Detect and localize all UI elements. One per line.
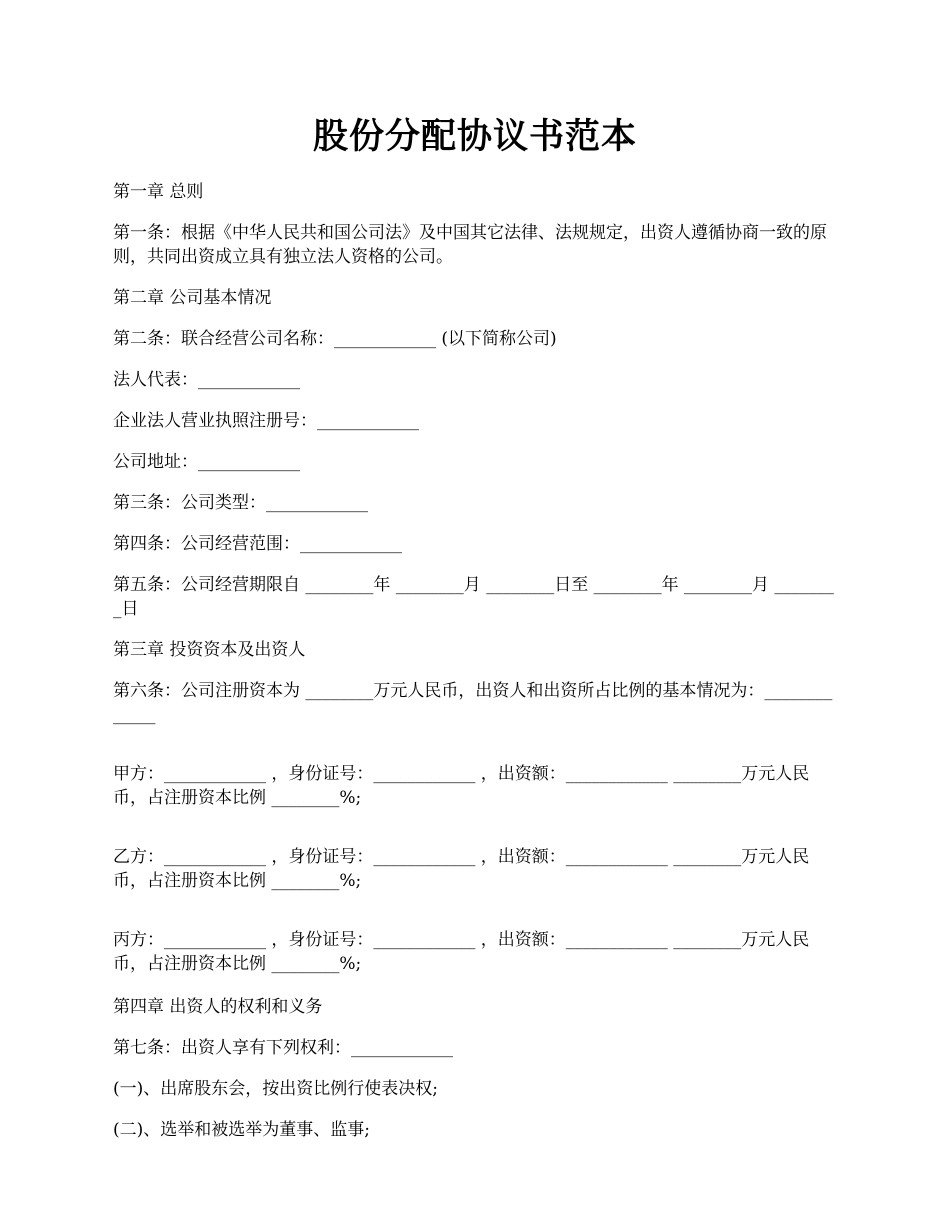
legal-representative: 法人代表：____________ (113, 370, 300, 390)
article-2-company-name: 第二条：联合经营公司名称：____________ (以下简称公司) (113, 329, 557, 349)
right-item-1: (一)、出席股东会，按出资比例行使表决权; (113, 1079, 438, 1099)
article-5-operating-period: 第五条：公司经营期限自 ________年 ________月 ________日至 ________年 ________月 ________日 (113, 575, 834, 619)
chapter-4-heading: 第四章 出资人的权利和义务 (113, 997, 323, 1017)
business-license-number: 企业法人营业执照注册号：____________ (113, 411, 419, 431)
document-title: 股份分配协议书范本 (312, 116, 637, 157)
company-address: 公司地址：____________ (113, 452, 300, 472)
chapter-1-heading: 第一章 总则 (113, 182, 204, 202)
party-b: 乙方：____________ ，身份证号：____________ ，出资额：____________ ________万元人民币，占注册资本比例 ________%; (113, 847, 810, 891)
party-a: 甲方：____________ ，身份证号：____________ ，出资额：____________ ________万元人民币，占注册资本比例 ________%; (113, 764, 810, 808)
article-4-business-scope: 第四条：公司经营范围：____________ (113, 534, 402, 554)
chapter-3-heading: 第三章 投资资本及出资人 (113, 640, 306, 660)
article-6-registered-capital: 第六条：公司注册资本为 ________万元人民币，出资人和出资所占比例的基本情况为：_____________ (113, 681, 833, 725)
party-c: 丙方：____________ ，身份证号：____________ ，出资额：____________ ________万元人民币，占注册资本比例 ________%; (113, 930, 810, 974)
document-body (113, 180, 838, 1142)
article-3-company-type: 第三条：公司类型：____________ (113, 493, 368, 513)
article-1: 第一条：根据《中华人民共和国公司法》及中国其它法律、法规规定，出资人遵循协商一致的原则，共同出资成立具有独立法人资格的公司。 (113, 223, 827, 267)
chapter-2-heading: 第二章 公司基本情况 (113, 288, 272, 308)
article-7-rights: 第七条：出资人享有下列权利：____________ (113, 1038, 453, 1058)
right-item-2: (二)、选举和被选举为董事、监事; (113, 1120, 370, 1140)
